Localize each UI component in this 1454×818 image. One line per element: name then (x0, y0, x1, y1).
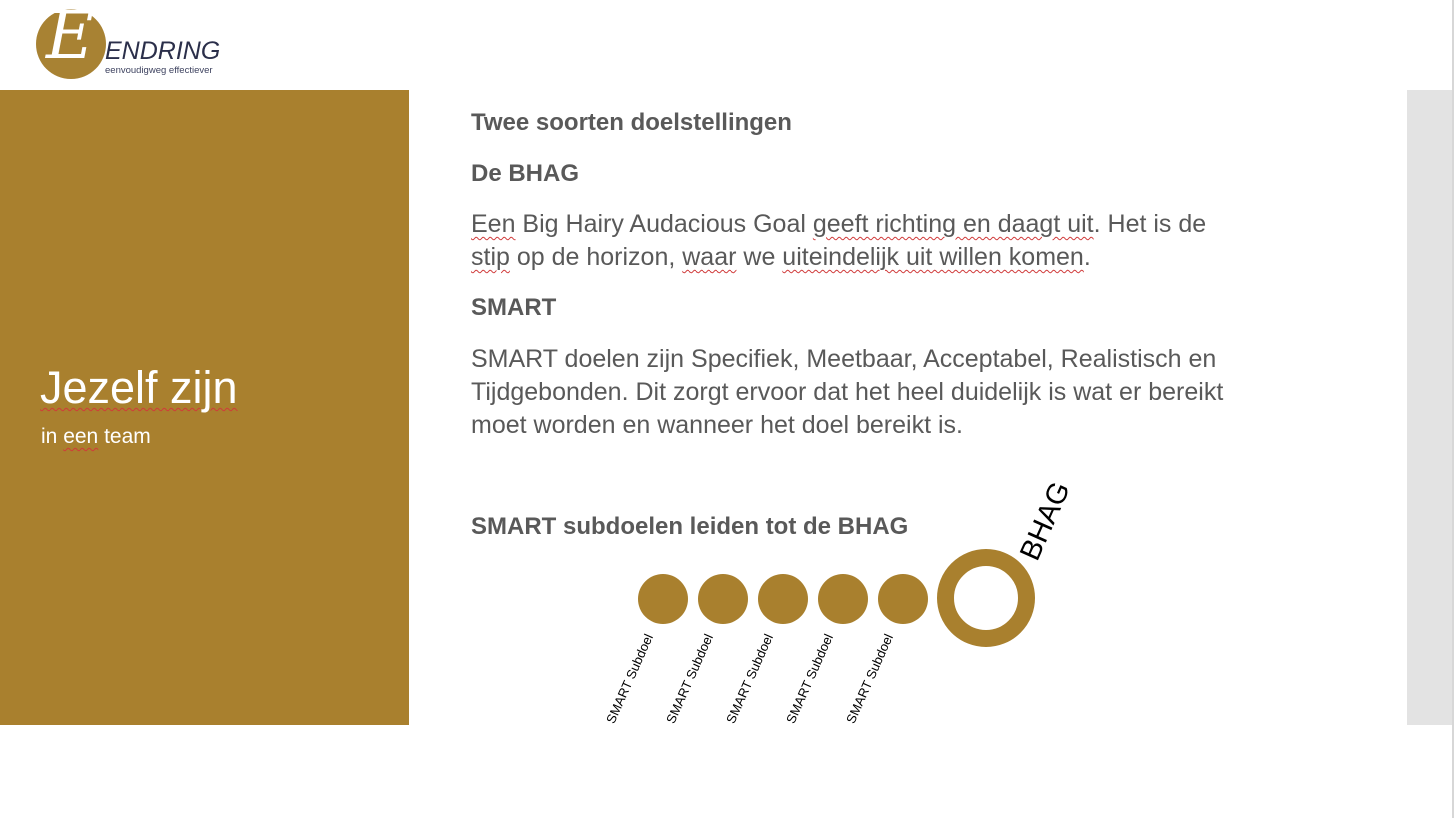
paragraph-bhag (471, 208, 1341, 274)
right-side-bar (1407, 90, 1452, 725)
subgoal-label: SMART Subdoel (843, 631, 896, 726)
logo-tagline: eenvoudigweg effectiever (105, 65, 213, 76)
heading-subgoals: SMART subdoelen leiden tot de BHAG (471, 513, 909, 540)
text-fragment: waar (682, 243, 737, 271)
text-fragment: we (736, 243, 783, 271)
subtitle-part: een (63, 425, 99, 448)
subgoal-label: SMART Subdoel (723, 631, 776, 726)
text-fragment: geeft richting en daagt uit (812, 210, 1094, 238)
subgoal-circle (878, 574, 928, 624)
text-fragment: Een (471, 210, 516, 238)
heading-two-types: Twee soorten doelstellingen (471, 109, 792, 136)
slide-title (40, 362, 238, 413)
subgoal-label: SMART Subdoel (663, 631, 716, 726)
logo-name: ENDRING (105, 37, 221, 65)
subgoal-circle (818, 574, 868, 624)
subtitle-part: in (41, 425, 64, 448)
title-panel (0, 90, 409, 725)
logo-letter: E (46, 0, 95, 74)
text-fragment: uiteindelijk uit willen komen (782, 243, 1084, 271)
subgoal-label: SMART Subdoel (783, 631, 836, 726)
paragraph-smart (471, 343, 1341, 442)
subgoal-label: SMART Subdoel (603, 631, 656, 726)
text-fragment: Big Hairy Audacious Goal (515, 210, 813, 238)
heading-smart: SMART (471, 294, 557, 321)
text-fragment: op de horizon, (509, 243, 683, 271)
subgoal-circle (638, 574, 688, 624)
subgoal-circle (698, 574, 748, 624)
subtitle-part: team (98, 425, 151, 448)
slide-title-text: Jezelf zijn (40, 362, 238, 413)
text-line (471, 241, 1341, 274)
text-line: Tijdgebonden. Dit zorgt ervoor dat het heel duidelijk is wat er bereikt (471, 378, 1224, 406)
bhag-label: BHAG (1014, 477, 1077, 566)
slide-subtitle (41, 426, 151, 447)
subgoal-circle (758, 574, 808, 624)
text-line: moet worden en wanneer het doel bereikt is. (471, 411, 963, 439)
company-logo (36, 0, 236, 81)
text-line (471, 208, 1341, 241)
text-line: SMART doelen zijn Specifiek, Meetbaar, Acceptabel, Realistisch en (471, 345, 1217, 373)
heading-bhag: De BHAG (471, 160, 580, 187)
text-fragment: . Het is de (1093, 210, 1207, 238)
subgoal-diagram (580, 455, 1100, 735)
bhag-goal-ring (937, 549, 1035, 647)
text-fragment: stip (471, 243, 510, 271)
text-fragment: . (1083, 243, 1091, 271)
